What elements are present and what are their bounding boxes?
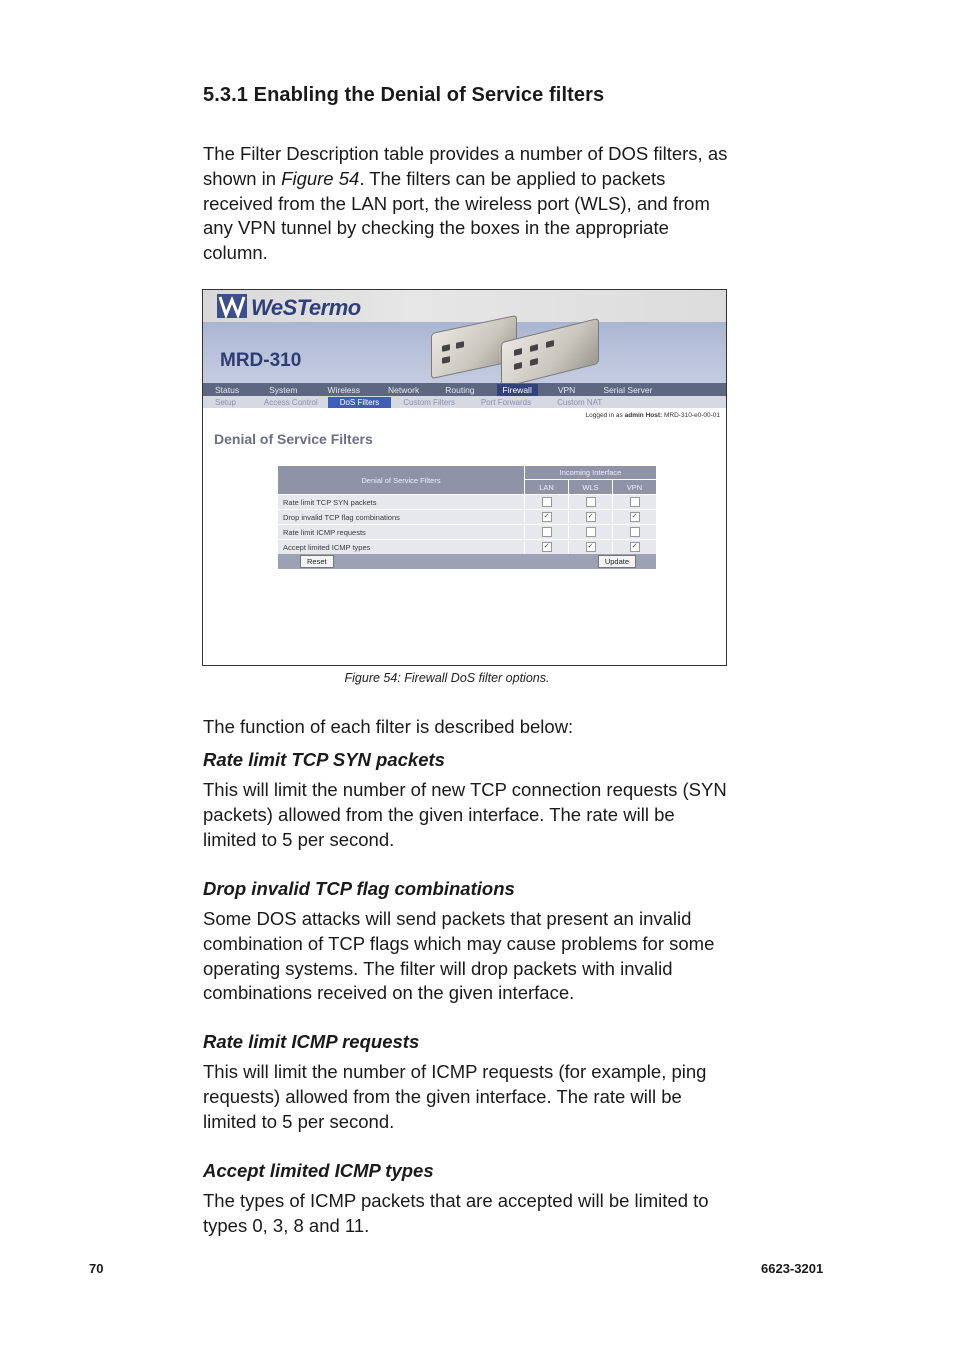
checkbox-cell [613,525,657,540]
filter-body-icmp-types: The types of ICMP packets that are accepted will be limited to types 0, 3, 8 and 11. [203,1190,709,1236]
table-body [278,495,656,555]
filter-title-syn: Rate limit TCP SYN packets [203,749,445,770]
figure-caption-text: Figure 54: Firewall DoS filter options. [344,671,550,685]
filter-body-syn: This will limit the number of new TCP connection requests (SYN packets) allowed from the given interface. The rate will be limited to 5 per second. [203,779,727,850]
filter-checkbox-lan[interactable] [542,527,552,537]
nav-status[interactable]: Status [215,384,240,395]
section-heading: 5.3.1 Enabling the Denial of Service filters [203,84,605,106]
filter-row [278,510,656,525]
checkbox-cell [569,540,613,555]
login-user: admin [624,412,644,419]
filter-checkbox-wls[interactable] [586,527,596,537]
filter-title-icmp-types: Accept limited ICMP types [203,1160,434,1181]
login-status [586,412,720,419]
subnav-custom-nat[interactable]: Custom NAT [557,397,603,407]
table-header: Denial of Service Filters [278,466,525,495]
filter-checkbox-lan[interactable]: ✓ [542,542,552,552]
subnav-setup[interactable]: Setup [215,397,236,407]
checkbox-cell [569,495,613,510]
nav-routing[interactable]: Routing [445,384,475,395]
reset-cell [278,554,525,569]
nav-firewall[interactable]: Firewall [497,384,538,396]
subnav-access-control[interactable]: Access Control [263,397,318,407]
subnav-port-forwards[interactable]: Port Forwards [480,397,532,407]
col-wls: WLS [569,480,613,495]
filter-row [278,540,656,555]
filter-checkbox-wls[interactable]: ✓ [586,542,596,552]
nav-serial-server[interactable]: Serial Server [603,384,653,395]
filter-checkbox-vpn[interactable] [630,497,640,507]
checkbox-cell [525,540,569,555]
update-cell [525,554,657,569]
document-number: 6623-3201 [761,1261,824,1276]
login-prefix: Logged in as [585,412,625,419]
filter-checkbox-vpn[interactable] [630,527,640,537]
checkbox-cell [525,510,569,525]
login-host-label: Host: [643,412,664,419]
model-name: MRD-310 [220,350,302,371]
figure-reference: Figure 54 [281,167,360,189]
filter-checkbox-vpn[interactable]: ✓ [630,512,640,522]
col-vpn: VPN [613,480,657,495]
intro-text-before: The Filter Description table provides a number of DOS filters, as shown in [203,143,728,189]
filter-checkbox-wls[interactable] [586,497,596,507]
filter-title-icmp-rate: Rate limit ICMP requests [203,1031,420,1052]
intro-paragraph [203,142,733,266]
sub-nav-bar [203,396,726,408]
web-ui-banner [203,290,726,385]
checkbox-cell [613,540,657,555]
filter-checkbox-vpn[interactable]: ✓ [630,542,640,552]
dos-filter-table [278,466,656,569]
figure-caption [0,671,954,685]
filter-body-icmp-rate: This will limit the number of ICMP requests (for example, ping requests) allowed from the given interface. The rate will be limited to 5 per second. [203,1061,707,1132]
nav-vpn[interactable]: VPN [557,384,576,395]
filter-row-label: Rate limit ICMP requests [278,525,525,540]
function-intro: The function of each filter is described below: [203,716,574,737]
checkbox-cell [569,525,613,540]
filter-checkbox-lan[interactable]: ✓ [542,512,552,522]
update-button[interactable]: Update [598,555,636,568]
page-number: 70 [89,1261,104,1276]
filter-row [278,495,656,510]
checkbox-cell [569,510,613,525]
filter-row-label: Rate limit TCP SYN packets [278,495,525,510]
westermo-logo-text: WeSTermo [251,295,361,320]
filter-title-tcp-flags: Drop invalid TCP flag combinations [203,878,515,899]
subnav-dos-filters[interactable]: DoS Filters [328,397,392,408]
checkbox-cell [613,495,657,510]
subnav-custom-filters[interactable]: Custom Filters [403,397,455,407]
login-host: MRD-310-e0-00-01 [664,412,720,419]
nav-network[interactable]: Network [388,384,420,395]
router-ui-screenshot [202,289,727,666]
checkbox-cell [525,525,569,540]
filter-body-tcp-flags: Some DOS attacks will send packets that present an invalid combination of TCP flags which may cause problems for some operating systems. The filter will drop packets with invalid combinations received on the given interface. [203,908,715,1004]
incoming-interface-header: Incoming Interface [525,466,657,480]
westermo-logo-icon [217,294,247,318]
reset-button[interactable]: Reset [300,555,334,568]
filter-row-label: Drop invalid TCP flag combinations [278,510,525,525]
nav-system[interactable]: System [269,384,298,395]
checkbox-cell [613,510,657,525]
nav-wireless[interactable]: Wireless [327,384,361,395]
filter-row [278,525,656,540]
filter-checkbox-lan[interactable] [542,497,552,507]
checkbox-cell [525,495,569,510]
filter-checkbox-wls[interactable]: ✓ [586,512,596,522]
dos-section-title: Denial of Service Filters [214,431,373,447]
col-lan: LAN [525,480,569,495]
main-nav-bar [203,383,726,396]
filter-row-label: Accept limited ICMP types [278,540,525,555]
intro-text-after: . The filters can be applied to packets received from the LAN port, the wireless port (WLS), and from any VPN tunnel by checking the boxes in the appropriate column. [203,167,710,264]
